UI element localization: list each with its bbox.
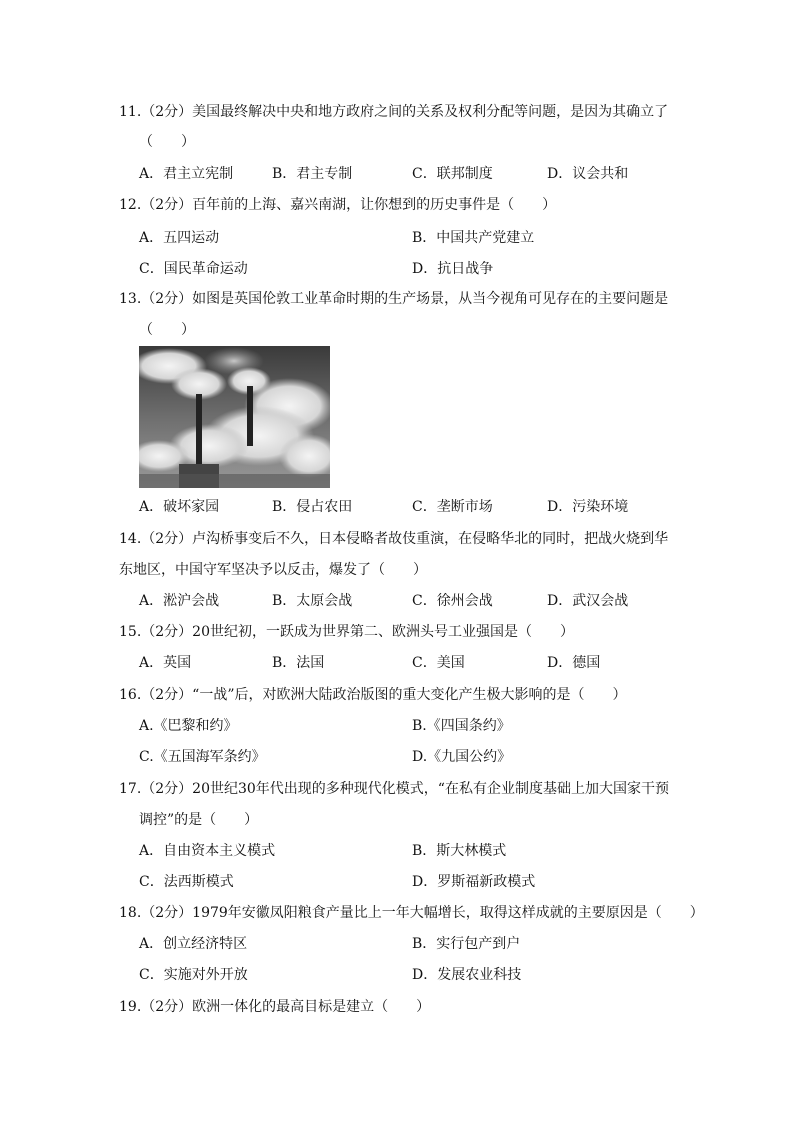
question-18-stem: 18.（2分）1979年安徽凤阳粮食产量比上一年大幅增长，取得这样成就的主要原因是（ ） [119, 905, 704, 921]
question-18-option-a: A．创立经济特区 [139, 936, 248, 952]
question-11-stem: 11.（2分）美国最终解决中央和地方政府之间的关系及权利分配等问题，是因为其确立了 [119, 104, 669, 120]
question-15-option-b: B．法国 [272, 655, 325, 671]
question-13-option-d: D．污染环境 [547, 499, 629, 515]
question-12-option-b: B．中国共产党建立 [412, 230, 535, 246]
question-18-option-c: C．实施对外开放 [139, 967, 248, 983]
question-14-option-c: C．徐州会战 [412, 593, 493, 609]
question-13-option-a: A．破坏家园 [139, 499, 220, 515]
question-11-option-a: A．君主立宪制 [139, 166, 234, 182]
question-14-stem: 14.（2分）卢沟桥事变后不久，日本侵略者故伎重演，在侵略华北的同时，把战火烧到华 [119, 531, 669, 547]
question-12-stem: 12.（2分）百年前的上海、嘉兴南湖，让你想到的历史事件是（ ） [119, 197, 557, 213]
question-12-option-d: D．抗日战争 [412, 261, 494, 277]
question-13-option-b: B．侵占农田 [272, 499, 353, 515]
question-18-option-d: D．发展农业科技 [412, 967, 522, 983]
question-16-option-b: B.《四国条约》 [412, 718, 511, 734]
question-16-option-c: C.《五国海军条约》 [139, 749, 266, 765]
question-11-option-b: B．君主专制 [272, 166, 353, 182]
question-17-option-b: B．斯大林模式 [412, 843, 507, 859]
question-16-option-d: D.《九国公约》 [412, 749, 512, 765]
question-15-stem: 15.（2分）20世纪初，一跃成为世界第二、欧洲头号工业强国是（ ） [119, 624, 574, 640]
question-19-stem: 19.（2分）欧洲一体化的最高目标是建立（ ） [119, 999, 431, 1015]
question-13-option-c: C．垄断市场 [412, 499, 493, 515]
question-15-option-c: C．美国 [412, 655, 465, 671]
question-13-stem-cont: （ ） [139, 322, 195, 338]
question-17-option-d: D．罗斯福新政模式 [412, 874, 536, 890]
question-16-option-a: A.《巴黎和约》 [139, 718, 238, 734]
question-13-stem: 13.（2分）如图是英国伦敦工业革命时期的生产场景，从当今视角可见存在的主要问题是 [119, 291, 669, 307]
question-17-stem-cont: 调控”的是（ ） [139, 812, 259, 828]
question-12-option-c: C．国民革命运动 [139, 261, 248, 277]
question-11-option-d: D．议会共和 [547, 166, 629, 182]
question-17-option-a: A．自由资本主义模式 [139, 843, 276, 859]
question-11-stem-cont: （ ） [139, 134, 195, 150]
question-14-option-a: A．淞沪会战 [139, 593, 220, 609]
question-14-option-d: D．武汉会战 [547, 593, 629, 609]
question-16-stem: 16.（2分）“一战”后，对欧洲大陆政治版图的重大变化产生极大影响的是（ ） [119, 687, 627, 703]
question-17-stem: 17.（2分）20世纪30年代出现的多种现代化模式，“在私有企业制度基础上加大国家干预 [119, 781, 669, 797]
question-14-stem-cont: 东地区，中国守军坚决予以反击，爆发了（ ） [119, 562, 427, 578]
question-11-option-c: C．联邦制度 [412, 166, 493, 182]
question-15-option-a: A．英国 [139, 655, 192, 671]
question-17-option-c: C．法西斯模式 [139, 874, 234, 890]
question-12-option-a: A．五四运动 [139, 230, 220, 246]
factory-smoke-photo [139, 346, 330, 488]
question-15-option-d: D．德国 [547, 655, 601, 671]
question-18-option-b: B．实行包产到户 [412, 936, 521, 952]
question-14-option-b: B．太原会战 [272, 593, 353, 609]
